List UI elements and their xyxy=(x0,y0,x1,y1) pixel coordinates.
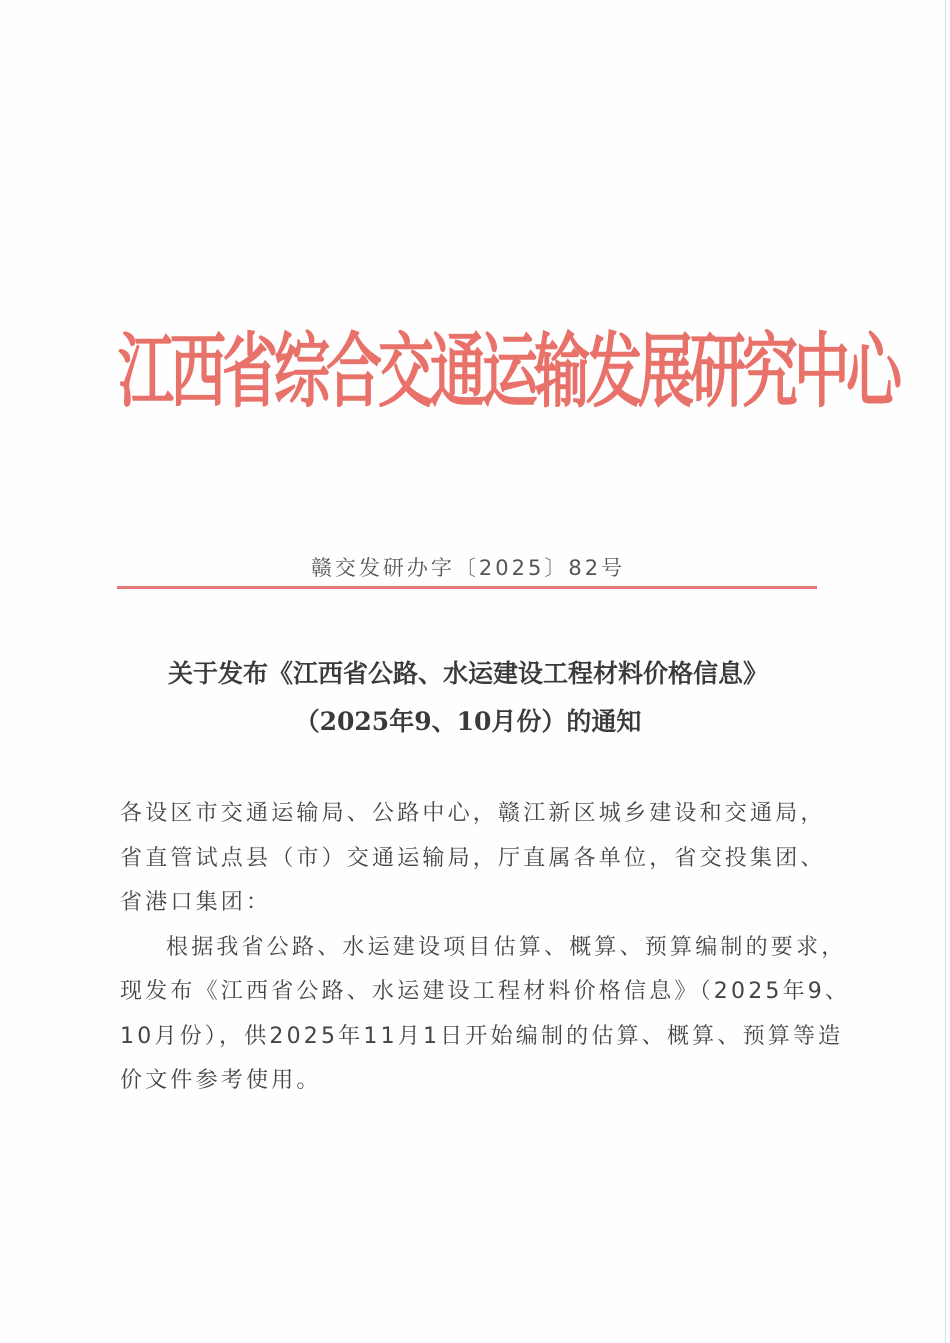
addressee-line-3: 省港口集团： xyxy=(120,890,272,915)
paragraph-line-2: 现发布《江西省公路、水运建设工程材料价格信息》（2025年9、 xyxy=(120,979,851,1004)
notice-body xyxy=(120,792,851,1104)
document-number: 赣交发研办字〔2025〕82号 xyxy=(310,556,626,580)
masthead-org-name: 江西省综合交通运输发展研究中心 xyxy=(118,324,898,420)
page-edge xyxy=(945,0,946,1343)
paragraph-line-1: 根据我省公路、水运建设项目估算、概算、预算编制的要求， xyxy=(166,934,847,960)
notice-title-line-1: 关于发布《江西省公路、水运建设工程材料价格信息》 xyxy=(167,659,768,688)
paragraph-line-4: 价文件参考使用。 xyxy=(120,1068,322,1093)
red-separator-line xyxy=(117,586,817,589)
addressee-line-1: 各设区市交通运输局、公路中心，赣江新区城乡建设和交通局， xyxy=(120,801,826,826)
notice-title xyxy=(118,650,818,746)
paragraph-line-3: 10月份），供2025年11月1日开始编制的估算、概算、预算等造 xyxy=(120,1023,844,1049)
notice-title-line-2: （2025年9、10月份）的通知 xyxy=(294,707,642,736)
addressee-line-2: 省直管试点县（市）交通运输局，厅直属各单位，省交投集团、 xyxy=(120,845,826,871)
